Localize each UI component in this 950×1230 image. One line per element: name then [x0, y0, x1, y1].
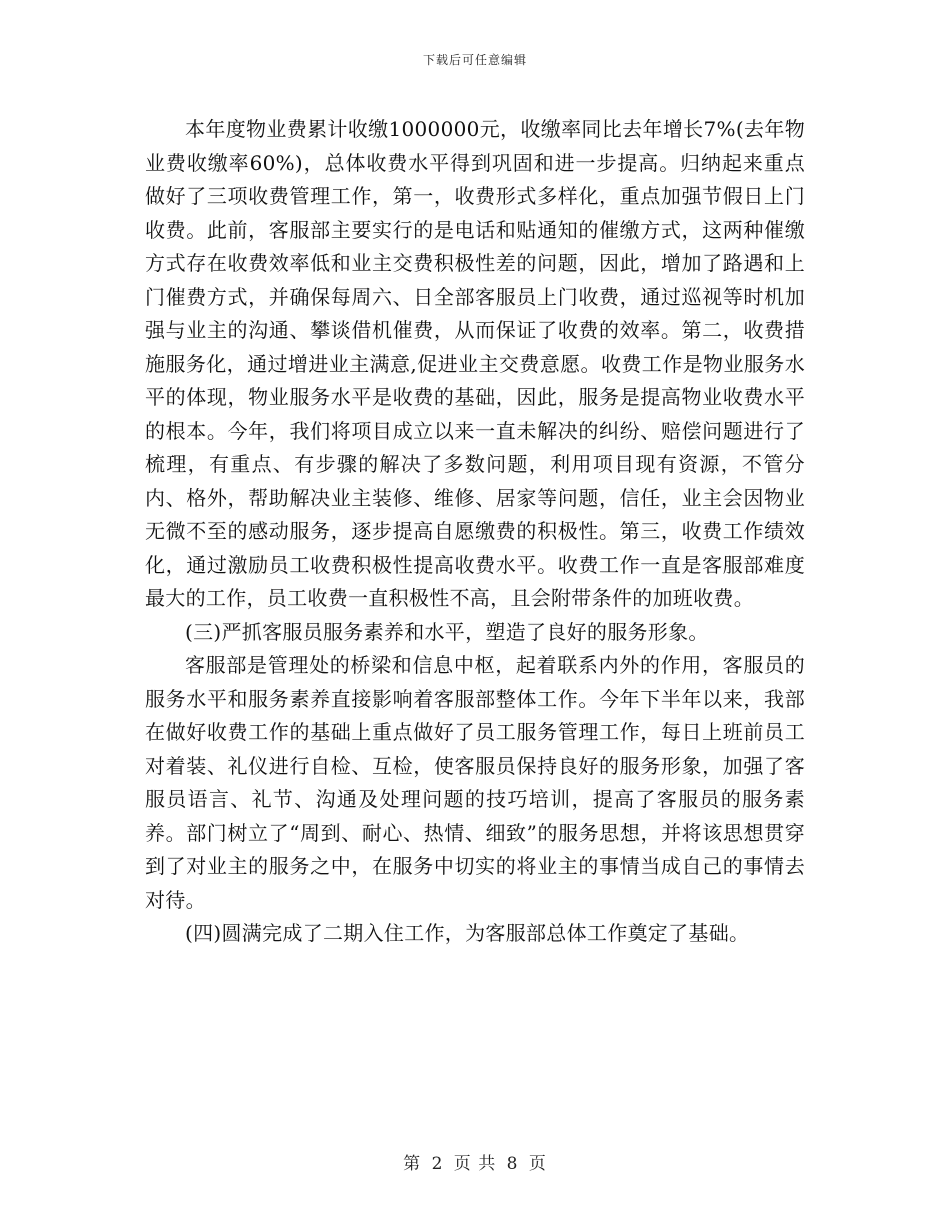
page-header: 下载后可任意编辑	[422, 53, 527, 67]
footer-prefix: 第	[403, 1154, 422, 1174]
footer-suffix: 页	[528, 1154, 547, 1174]
page-footer	[0, 1153, 950, 1175]
document-body	[145, 113, 805, 951]
total-pages-number: 8	[506, 1154, 519, 1174]
paragraph-fee-collection: 本年度物业费累计收缴1000000元，收缴率同比去年增长7%(去年物业费收缴率60%)，总体收费水平得到巩固和进一步提高。归纳起来重点做好了三项收费管理工作，第一，收费形式多样化，重点加强节假日上门收费。此前，客服部主要实行的是电话和贴通知的催缴方式，这两种催缴方式存在收费效率低和业主交费积极性差的问题，因此，增加了路遇和上门催费方式，并确保每周六、日全部客服员上门收费，通过巡视等时机加强与业主的沟通、攀谈借机催费，从而保证了收费的效率。第二，收费措施服务化，通过增进业主满意,促进业主交费意愿。收费工作是物业服务水平的体现，物业服务水平是收费的基础，因此，服务是提高物业收费水平的根本。今年，我们将项目成立以来一直未解决的纠纷、赔偿问题进行了梳理，有重点、有步骤的解决了多数问题，利用项目现有资源，不管分内、格外，帮助解决业主装修、维修、居家等问题，信任，业主会因物业无微不至的感动服务，逐步提高自愿缴费的积极性。第三，收费工作绩效化，通过激励员工收费积极性提高收费水平。收费工作一直是客服部难度最大的工作，员工收费一直积极性不高，且会附带条件的加班收费。	[145, 117, 805, 610]
footer-middle: 页 共	[453, 1154, 497, 1174]
section-heading-3: (三)严抓客服员服务素养和水平，塑造了良好的服务形象。	[185, 619, 709, 644]
paragraph-service-quality: 客服部是管理处的桥梁和信息中枢，起着联系内外的作用，客服员的服务水平和服务素养直接影响着客服部整体工作。今年下半年以来，我部在做好收费工作的基础上重点做好了员工服务管理工作，每日上班前员工对着装、礼仪进行自检、互检，使客服员保持良好的服务形象，加强了客服员语言、礼节、沟通及处理问题的技巧培训，提高了客服员的服务素养。部门树立了“周到、耐心、热情、细致”的服务思想，并将该思想贯穿到了对业主的服务之中，在服务中切实的将业主的事情当成自己的事情去对待。	[145, 653, 805, 912]
current-page-number: 2	[431, 1154, 444, 1174]
section-heading-4: (四)圆满完成了二期入住工作，为客服部总体工作奠定了基础。	[185, 921, 750, 945]
